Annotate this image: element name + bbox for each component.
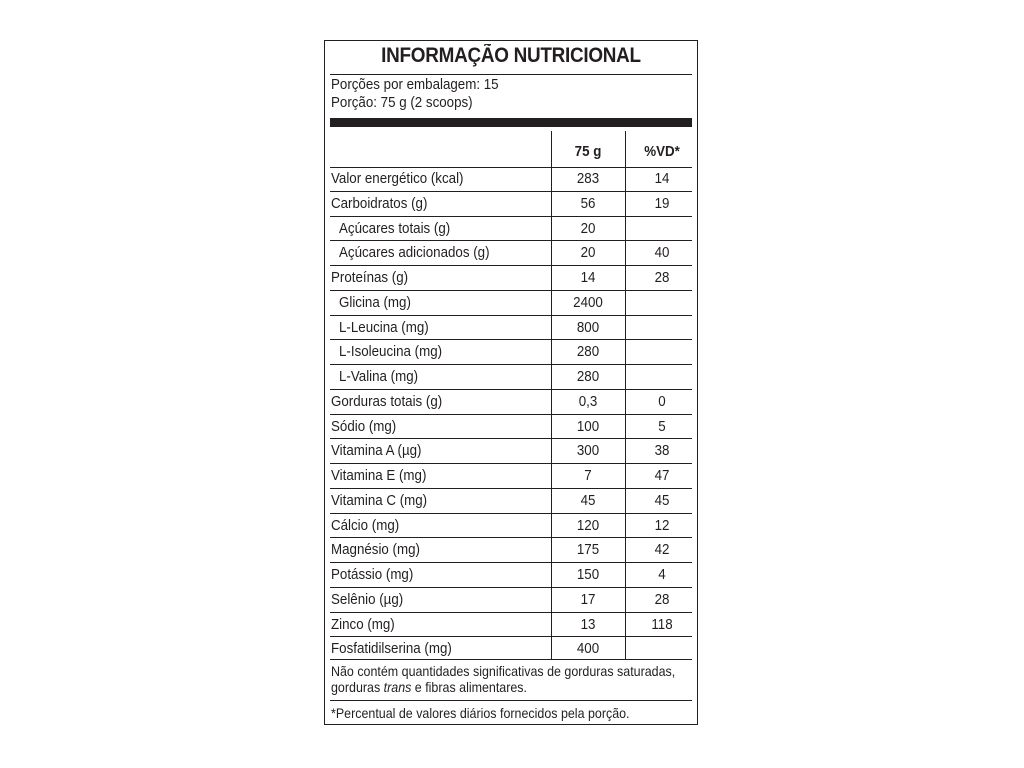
footnote-daily-value: *Percentual de valores diários fornecidos pela porção. <box>331 705 630 721</box>
nutrient-name: L-Valina (mg) <box>339 369 419 385</box>
nutrient-daily-value: 0 <box>658 393 666 410</box>
title-divider <box>330 74 692 75</box>
footnote-divider <box>330 700 692 701</box>
nutrient-name: Vitamina A (µg) <box>331 443 422 460</box>
nutrient-daily-value: 14 <box>654 171 670 187</box>
nutrient-name: L-Isoleucina (mg) <box>339 344 443 361</box>
nutrient-name: L-Leucina (mg) <box>339 319 429 336</box>
nutrient-name: Carboidratos (g) <box>331 195 428 212</box>
nutrient-quantity: 17 <box>580 591 596 608</box>
nutrient-name: Potássio (mg) <box>331 567 414 583</box>
nutrient-daily-value: 118 <box>651 616 673 633</box>
nutrient-rows <box>330 167 692 662</box>
nutrient-name: Gorduras totais (g) <box>331 393 443 410</box>
table-row <box>330 217 692 242</box>
nutrient-quantity: 280 <box>576 344 600 361</box>
nutrient-quantity: 100 <box>576 418 600 435</box>
nutrition-facts-label <box>324 40 698 725</box>
serving-size: Porção: 75 g (2 scoops) <box>331 95 473 111</box>
table-row <box>330 464 692 489</box>
nutrient-daily-value: 40 <box>654 245 670 262</box>
table-row <box>330 291 692 316</box>
nutrient-quantity: 45 <box>580 492 596 509</box>
table-row <box>330 563 692 588</box>
nutrient-quantity: 150 <box>576 567 600 583</box>
table-row <box>330 340 692 365</box>
footnote-trans-italic: trans <box>383 679 412 695</box>
nutrient-daily-value: 42 <box>654 542 670 559</box>
nutrient-quantity: 20 <box>580 220 596 237</box>
table-row <box>330 266 692 291</box>
nutrient-daily-value: 19 <box>654 195 670 212</box>
nutrient-quantity: 300 <box>576 443 600 460</box>
footnote-line2-pre: gorduras <box>331 679 384 695</box>
table-row <box>330 241 692 266</box>
table-row <box>330 538 692 563</box>
nutrient-daily-value: 4 <box>658 567 666 583</box>
nutrient-name: Magnésio (mg) <box>331 542 420 559</box>
nutrient-daily-value: 47 <box>654 468 670 484</box>
nutrient-name: Sódio (mg) <box>331 418 397 435</box>
nutrient-name: Fosfatidilserina (mg) <box>331 641 452 658</box>
footnote-divider <box>330 659 692 660</box>
table-row <box>330 192 692 217</box>
nutrient-name: Valor energético (kcal) <box>331 171 464 187</box>
nutrient-quantity: 120 <box>576 517 600 534</box>
nutrient-quantity: 280 <box>576 369 600 385</box>
table-row <box>330 514 692 539</box>
nutrient-daily-value: 28 <box>654 591 670 608</box>
table-header-row <box>330 131 692 168</box>
nutrient-quantity: 13 <box>580 616 596 633</box>
nutrient-daily-value: 12 <box>654 517 670 534</box>
nutrient-quantity: 14 <box>580 270 596 286</box>
table-row <box>330 390 692 415</box>
table-row <box>330 489 692 514</box>
footnote-line2-post: e fibras alimentares. <box>411 679 528 695</box>
nutrient-quantity: 7 <box>584 468 592 484</box>
nutrient-quantity: 2400 <box>573 294 603 311</box>
footnote-line1: Não contém quantidades significativas de gorduras saturadas, <box>331 663 676 679</box>
header-quantity: 75 g <box>574 144 602 160</box>
nutrient-quantity: 800 <box>576 319 600 336</box>
nutrient-quantity: 400 <box>576 641 600 658</box>
table-row <box>330 316 692 341</box>
nutrient-name: Açúcares adicionados (g) <box>339 245 490 262</box>
label-title: INFORMAÇÃO NUTRICIONAL <box>381 44 641 67</box>
nutrient-daily-value: 38 <box>654 443 670 460</box>
nutrient-name: Vitamina C (mg) <box>331 492 428 509</box>
table-row <box>330 613 692 638</box>
nutrient-quantity: 283 <box>576 171 600 187</box>
nutrient-name: Glicina (mg) <box>339 294 411 311</box>
nutrient-name: Zinco (mg) <box>331 616 395 633</box>
nutrient-quantity: 0,3 <box>578 393 598 410</box>
nutrient-daily-value: 45 <box>654 492 670 509</box>
nutrient-name: Vitamina E (mg) <box>331 468 427 484</box>
nutrient-name: Açúcares totais (g) <box>339 220 451 237</box>
nutrient-quantity: 20 <box>580 245 596 262</box>
table-row <box>330 167 692 192</box>
table-row <box>330 439 692 464</box>
nutrient-name: Proteínas (g) <box>331 270 409 286</box>
nutrient-name: Selênio (µg) <box>331 591 404 608</box>
nutrient-daily-value: 28 <box>654 270 670 286</box>
nutrient-name: Cálcio (mg) <box>331 517 400 534</box>
header-daily-value: %VD* <box>644 144 680 160</box>
nutrient-quantity: 56 <box>580 195 596 212</box>
table-row <box>330 588 692 613</box>
table-row <box>330 415 692 440</box>
servings-per-package: Porções por embalagem: 15 <box>331 77 499 93</box>
table-row <box>330 365 692 390</box>
thick-divider-bar <box>330 118 692 127</box>
nutrient-daily-value: 5 <box>658 418 666 435</box>
nutrient-quantity: 175 <box>576 542 600 559</box>
footnote-not-significant <box>331 663 691 695</box>
